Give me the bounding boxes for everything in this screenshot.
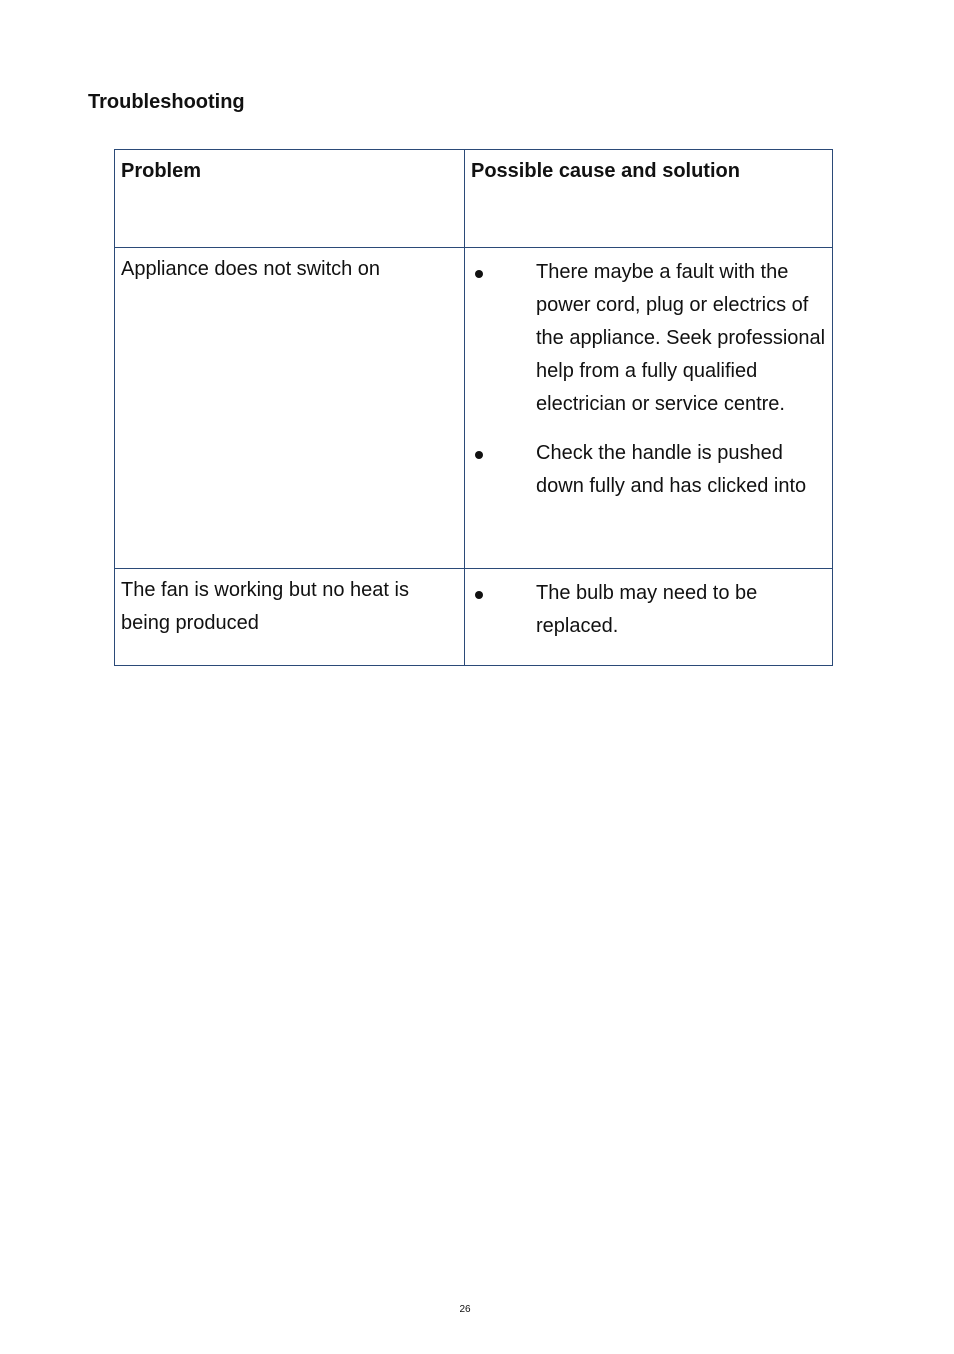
page-title: Troubleshooting: [88, 91, 245, 113]
table-row: [115, 248, 833, 569]
column-header-solution: Possible cause and solution: [465, 150, 833, 248]
page-number: 26: [459, 1304, 471, 1315]
problem-cell: The fan is working but no heat is being produced: [115, 569, 465, 666]
solution-item: [471, 435, 826, 503]
solution-text: The bulb may need to be replaced.: [536, 582, 758, 637]
column-header-problem: Problem: [115, 150, 465, 248]
solution-text: Check the handle is pushed down fully and has clicked into: [536, 442, 807, 497]
table-header-row: [115, 150, 833, 248]
solution-list: [471, 575, 826, 643]
solution-cell: [465, 569, 833, 666]
table-row: [115, 569, 833, 666]
solution-text: There maybe a fault with the power cord, plug or electrics of the appliance. Seek professional help from a fully qualified electrician or service centre.: [536, 261, 826, 415]
solution-item: [471, 254, 826, 421]
bullet-icon: [475, 451, 483, 459]
bullet-icon: [475, 591, 483, 599]
solution-item: [471, 575, 826, 643]
troubleshooting-table: [114, 149, 833, 666]
solution-list: [471, 254, 826, 503]
solution-cell: [465, 248, 833, 569]
bullet-icon: [475, 270, 483, 278]
problem-cell: Appliance does not switch on: [115, 248, 465, 569]
